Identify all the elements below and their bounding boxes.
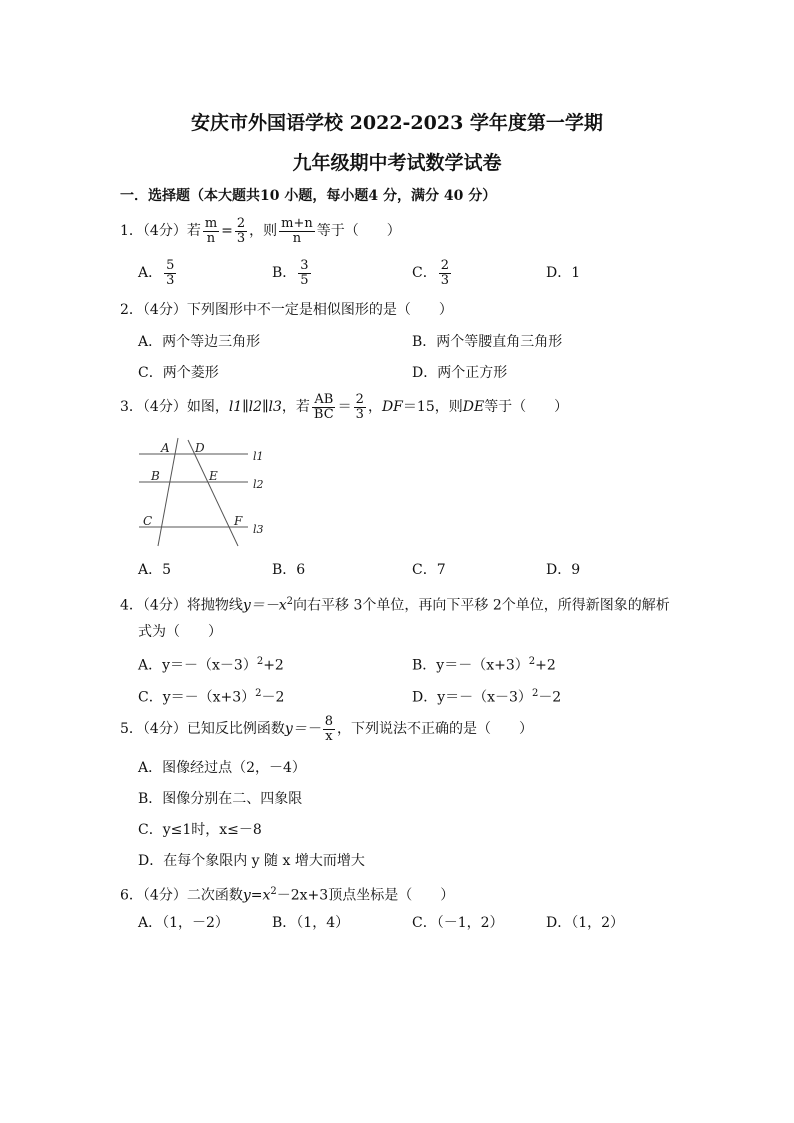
q6-option-b: B．（1，4） bbox=[272, 915, 350, 931]
q3-option-d: D．9 bbox=[546, 562, 581, 578]
q2-option-a: A．两个等边三角形 bbox=[138, 334, 261, 350]
q2-option-d: D．两个正方形 bbox=[412, 365, 508, 381]
q3-option-b: B．6 bbox=[272, 562, 306, 578]
question-2-stem: 2．（4分）下列图形中不一定是相似图形的是（ ） bbox=[120, 302, 453, 318]
q1-option-b: B． $\frac{3}{5}$ bbox=[272, 257, 309, 288]
fraction-m-plus-n-over-n: $\frac{m+n}{n}$ bbox=[281, 215, 313, 246]
exam-title-line1: 安庆市外国语学校 2022-2023 学年度第一学期 bbox=[191, 112, 603, 134]
q6-option-d: D．（1，2） bbox=[546, 915, 625, 931]
point-b-label: B bbox=[151, 469, 160, 483]
q4-option-d: D．$y=-(x-3)^2-2$ bbox=[412, 688, 562, 706]
fraction-ab-over-bc: $\frac{AB}{BC}$ bbox=[313, 391, 334, 422]
question-1-stem: 1．（4分）若 $\frac{m}{n}$ = $\frac{2}{3}$ ，则 $\frac{m+n}{n}$ 等于（ ） bbox=[120, 215, 401, 246]
exam-title-line2: 九年级期中考试数学试卷 bbox=[292, 152, 502, 174]
question-4-stem-cont: 式为（ ） bbox=[138, 624, 222, 640]
fraction-8-over-x: $\frac{8}{x}$ bbox=[324, 713, 334, 744]
parallel-lines-figure bbox=[134, 436, 274, 548]
q5-option-d: D．在每个象限内 y 随 x 增大而增大 bbox=[138, 853, 365, 869]
q2-option-b: B．两个等腰直角三角形 bbox=[412, 334, 563, 350]
q1-option-c: C． $\frac{2}{3}$ bbox=[412, 257, 449, 288]
point-f-label: F bbox=[234, 514, 243, 528]
q5-option-c: C．y≤1时，x≤－8 bbox=[138, 822, 262, 838]
q5-option-b: B．图像分别在二、四象限 bbox=[138, 791, 303, 807]
line-l3-label: l3 bbox=[253, 523, 264, 536]
question-4-stem: 4．（4分）将抛物线$y=-x^2$向右平移 3个单位，再向下平移 2个单位，所得新图象的解析 bbox=[120, 596, 670, 614]
q1-option-a: A． $\frac{5}{3}$ bbox=[138, 257, 175, 288]
q2-option-c: C．两个菱形 bbox=[138, 365, 219, 381]
section-heading: 一．选择题（本大题共10 小题，每小题4 分，满分 40 分） bbox=[120, 188, 497, 204]
q6-option-a: A．（1，－2） bbox=[138, 915, 229, 931]
line-l2-label: l2 bbox=[253, 478, 264, 491]
question-3-stem: 3．（4分）如图，l1∥l2∥l3，若 $\frac{AB}{BC}$ ＝ $\frac{2}{3}$ ，DF＝15，则DE等于（ ） bbox=[120, 391, 569, 422]
question-6-stem: 6．（4分）二次函数$y=x^2-2x+3$顶点坐标是（ ） bbox=[120, 886, 455, 904]
point-a-label: A bbox=[161, 441, 170, 455]
question-5-stem: 5．（4分）已知反比例函数y＝－ $\frac{8}{x}$ ，下列说法不正确的是（ ） bbox=[120, 713, 534, 744]
q4-option-a: A．$y=-(x-3)^2+2$ bbox=[138, 656, 284, 674]
fraction-m-over-n: $\frac{m}{n}$ bbox=[204, 215, 218, 246]
point-e-label: E bbox=[209, 469, 218, 483]
point-d-label: D bbox=[195, 441, 205, 455]
fraction-2-over-3: $\frac{2}{3}$ bbox=[236, 215, 246, 246]
q1-option-d: D．1 bbox=[546, 265, 581, 281]
line-l1-label: l1 bbox=[253, 450, 264, 463]
q6-option-c: C．（－1，2） bbox=[412, 915, 504, 931]
q5-option-a: A．图像经过点（2，－4） bbox=[138, 760, 306, 776]
q3-option-c: C．7 bbox=[412, 562, 446, 578]
q4-option-b: B．$y=-(x+3)^2+2$ bbox=[412, 656, 556, 674]
q4-option-c: C．$y=-(x+3)^2-2$ bbox=[138, 688, 285, 706]
q3-option-a: A．5 bbox=[138, 562, 172, 578]
point-c-label: C bbox=[143, 514, 153, 528]
fraction-2-over-3: $\frac{2}{3}$ bbox=[355, 391, 364, 422]
